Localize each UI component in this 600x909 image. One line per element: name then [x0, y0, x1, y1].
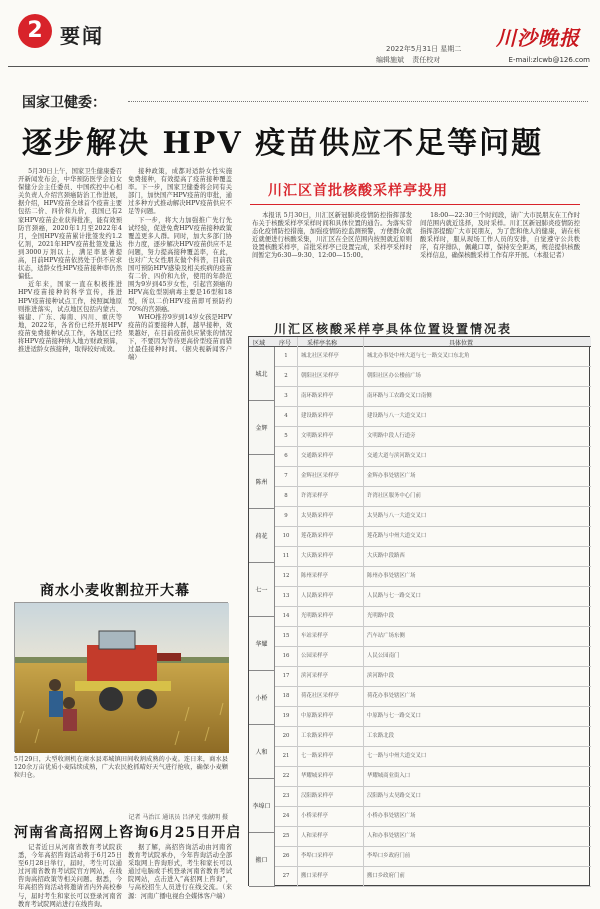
- row-site: 汉阳路采样亭: [301, 793, 334, 799]
- table-row: [249, 407, 591, 427]
- row-number: 4: [284, 413, 288, 419]
- table-column-divider: [297, 337, 298, 887]
- article-paragraph: 近年来，国家一直在积极推进HPV疫苗接种的科学宣传，推进HPV疫苗接种试点工作，按照属地原则推进落实，试点地区包括内蒙古、福建、广东、海南、四川、重庆等地，2022年，各省份已经开展HPV疫苗免费接种试点工作，各地区已经将HPV疫苗接种纳入地方财政预算，推进适龄女孩接种，取得较好成效。: [18, 281, 122, 354]
- row-location: 金辉办事处辖区广场: [367, 473, 416, 479]
- row-location: 工农路北段: [367, 733, 394, 739]
- row-site: 南环路采样亭: [301, 393, 334, 399]
- row-site: 华耀城采样亭: [301, 773, 334, 779]
- table-row: [249, 707, 591, 727]
- row-location: 滨河路中段: [367, 673, 394, 679]
- col-header-site: 采样亭名称: [307, 340, 338, 347]
- henan-headline: 河南省高招网上咨询6月25日开启: [14, 825, 242, 841]
- table-row: [249, 567, 591, 587]
- row-number: 1: [284, 353, 288, 359]
- paper-logo: 川沙晚报: [496, 26, 580, 50]
- table-row: [249, 807, 591, 827]
- row-location: 南环路与工农路交叉口南侧: [367, 393, 432, 399]
- table-row: [249, 527, 591, 547]
- district-cell: 七一: [249, 563, 275, 617]
- district-cell: 人和: [249, 725, 275, 779]
- row-location: 许湾社区服务中心门前: [367, 493, 421, 499]
- table-row: [249, 367, 591, 387]
- contact-email: E-mail:zlcwb@126.com: [508, 56, 590, 64]
- photo-caption: 5月29日，大型收割机在商水县邓城镇田间收割成熟的小麦。连日来，商水县120余万亩优质小麦陆续成熟，广大农民抢抓晴好天气进行抢收，确保小麦颗粒归仓。: [14, 756, 228, 779]
- row-site: 许湾采样亭: [301, 493, 328, 499]
- row-site: 光明路采样亭: [301, 613, 334, 619]
- table-row: [249, 767, 591, 787]
- table-row: [249, 347, 591, 367]
- district-cell: 华耀: [249, 617, 275, 671]
- row-number: 2: [284, 373, 288, 379]
- row-number: 14: [282, 613, 290, 619]
- row-site: 李埠口采样亭: [301, 853, 334, 859]
- row-site: 人和采样亭: [301, 833, 328, 839]
- table-row: [249, 627, 591, 647]
- district-cell: 荷花: [249, 509, 275, 563]
- row-number: 12: [282, 573, 290, 579]
- col-header-location: 具体位置: [449, 340, 474, 347]
- row-site: 车站采样亭: [301, 633, 328, 639]
- row-number: 15: [282, 633, 290, 639]
- row-location: 七一路与中州大道交叉口: [367, 753, 427, 759]
- kicker-rule: [128, 101, 588, 102]
- row-location: 大庆路中段路西: [367, 553, 405, 559]
- row-location: 汉阳路与太昊路交叉口: [367, 793, 421, 799]
- row-location: 小桥办事处辖区广场: [367, 813, 416, 819]
- article-column-1: [18, 168, 122, 568]
- row-site: 搬口采样亭: [301, 873, 328, 879]
- row-number: 17: [282, 673, 290, 679]
- header-meta: [386, 44, 469, 54]
- row-location: 太昊路与八一大道交叉口: [367, 513, 427, 519]
- table-row: [249, 427, 591, 447]
- row-site: 文明路采样亭: [301, 433, 334, 439]
- photo-credit: 记者 马治江 通讯员 吕泽光 张献明 摄: [128, 814, 228, 821]
- table-row: [249, 467, 591, 487]
- page-header: [10, 12, 590, 64]
- row-location: 光明路中段: [367, 613, 394, 619]
- table-row: [249, 727, 591, 747]
- table-row: [249, 847, 591, 867]
- row-location: 人民公园南门: [367, 653, 400, 659]
- row-number: 25: [282, 833, 290, 839]
- right-title-rule: [250, 204, 580, 205]
- row-location: 华耀城商业街入口: [367, 773, 411, 779]
- row-site: 荷花社区采样亭: [301, 693, 339, 699]
- henan-column-2: [128, 844, 232, 900]
- row-site: 滨河采样亭: [301, 673, 328, 679]
- row-site: 城北社区采样亭: [301, 353, 339, 359]
- district-cell: 搬口: [249, 833, 275, 887]
- table-row: [249, 747, 591, 767]
- table-row: [249, 447, 591, 467]
- proof-name: 责任校对: [412, 56, 441, 64]
- row-number: 23: [282, 793, 290, 799]
- header-divider: [8, 66, 588, 67]
- table-row: [249, 867, 591, 887]
- row-number: 8: [284, 493, 288, 499]
- row-location: 李埠口乡政府门前: [367, 853, 411, 859]
- row-location: 建设路与八一大道交叉口: [367, 413, 427, 419]
- right-story-title: 川汇区首批核酸采样亭投用: [268, 183, 448, 199]
- table-row: [249, 787, 591, 807]
- district-cell: 城北: [249, 347, 275, 401]
- row-number: 6: [284, 453, 288, 459]
- district-cell: 金辉: [249, 401, 275, 455]
- row-number: 7: [284, 473, 288, 479]
- row-number: 5: [284, 433, 288, 439]
- table-row: [249, 487, 591, 507]
- row-location: 中原路与七一路交叉口: [367, 713, 421, 719]
- headline-kicker: 国家卫健委：: [22, 95, 106, 111]
- row-site: 公园采样亭: [301, 653, 328, 659]
- row-location: 城北办事处中州大道与七一路交叉口东北角: [367, 353, 470, 359]
- table-row: [249, 827, 591, 847]
- table-row: [249, 687, 591, 707]
- table-row: [249, 547, 591, 567]
- row-number: 22: [282, 773, 290, 779]
- row-location: 交通大道与滨河路交叉口: [367, 453, 427, 459]
- row-site: 小桥采样亭: [301, 813, 328, 819]
- table-row: [249, 507, 591, 527]
- row-location: 人民路与七一路交叉口: [367, 593, 421, 599]
- row-location: 荷花办事处辖区广场: [367, 693, 416, 699]
- row-number: 10: [282, 533, 290, 539]
- row-number: 9: [284, 513, 288, 519]
- henan-column-1: [18, 844, 122, 908]
- row-location: 搬口乡政府门前: [367, 873, 405, 879]
- right-paragraph: 18:00—22:30三个时间段，请广大市民朋友在工作时间范围内就近选择，及时采样。川汇区新冠肺炎疫情防控指挥部提醒广大市民朋友，为了您和他人的健康，请在核酸采样时，服从现场工作人员的安排，自觉遵守公共秩序，有序排队，佩戴口罩，保持安全距离，规范提供核酸采样信息，确保核酸采样工作有序开展。（本报记者）: [420, 212, 580, 260]
- row-site: 交通路采样亭: [301, 453, 334, 459]
- row-location: 朝阳社区办公楼前广场: [367, 373, 421, 379]
- right-paragraph: 本报讯 5月30日，川汇区新冠肺炎疫情防控指挥部发布关于核酸采样亭采样时间和具体位置的通告。为落实常态化疫情防控措施，加强疫情防控监测预警，方便群众就近就便进行核酸采集，川汇区在全区范围内按照就近原则设置核酸采样亭，首批采样亭已设置完成，采样亭采样时间暂定为6:30—9:30、12:00—15:00。: [252, 212, 412, 260]
- issue-date: 2022年5月31日 星期二: [386, 45, 462, 53]
- henan-paragraph: 据了解，高招咨询活动由河南省教育考试院承办，今年咨询活动全部采取网上咨询形式，考生和家长可以通过电脑或手机登录河南省教育考试院网站，点击进入“高招网上咨询”，与高校招生人员进行在线交流。（来源：河南广播电视台全媒体客户端）: [128, 844, 232, 900]
- row-site: 中原路采样亭: [301, 713, 334, 719]
- article-paragraph: 下一步，将大力加强推广先行先试经验，促进免费HPV疫苗接种政策覆盖更多人群。同时，加大多部门协作力度，逐步解决HPV疫苗供应不足问题，努力提高接种覆盖率，在此，也对广大女性朋友做个科普，目前我国可预防HPV感染及相关疾病的疫苗有二价、四价和九价，使用的年龄范围为9岁到45岁女性，引起宫颈癌的HPV高危型别病毒主要是16型和18型，所以二价HPV疫苗即可预防约70%的宫颈癌。: [128, 216, 232, 313]
- row-location: 陈州办事处辖区广场: [367, 573, 416, 579]
- row-site: 太昊路采样亭: [301, 513, 334, 519]
- row-number: 20: [282, 733, 290, 739]
- table-header-row: [249, 337, 591, 347]
- row-site: 金辉社区采样亭: [301, 473, 339, 479]
- article-paragraph: 接种政策，成都对适龄女性实施免费接种，有效提高了疫苗接种覆盖率。下一步，国家卫健委将会同有关部门，加快国产HPV疫苗的审批，通过多种方式推动解决HPV疫苗供应不足等问题。: [128, 168, 232, 216]
- table-column-divider: [363, 337, 364, 887]
- row-number: 18: [282, 693, 290, 699]
- row-site: 工农路采样亭: [301, 733, 334, 739]
- table-title: 川汇区核酸采样亭具体位置设置情况表: [274, 322, 513, 336]
- row-site: 大庆路采样亭: [301, 553, 334, 559]
- row-site: 七一路采样亭: [301, 753, 334, 759]
- row-site: 人民路采样亭: [301, 593, 334, 599]
- row-number: 3: [284, 393, 288, 399]
- row-number: 13: [282, 593, 290, 599]
- page-number-badge: 2: [18, 14, 52, 48]
- row-site: 朝阳社区采样亭: [301, 373, 339, 379]
- row-number: 11: [282, 553, 290, 559]
- harvest-photo-image: [15, 603, 229, 753]
- row-number: 21: [282, 753, 290, 759]
- henan-paragraph: 记者近日从河南省教育考试院获悉，今年高招咨询活动将于6月25日至6月28日举行，届时，考生可以通过河南省教育考试院官方网站，在线咨询高招政策等相关问题。据悉，今年高招咨询活动将邀请省内外高校参与，届时考生和家长可以登录河南省教育考试院网站进行在线咨询。: [18, 844, 122, 908]
- row-location: 汽车站广场东侧: [367, 633, 405, 639]
- col-header-district: 区域: [253, 340, 266, 347]
- section-name: 要闻: [60, 24, 104, 48]
- table-row: [249, 587, 591, 607]
- row-location: 人和办事处辖区广场: [367, 833, 416, 839]
- table-row: [249, 667, 591, 687]
- row-location: 文明路中段人行道旁: [367, 433, 416, 439]
- editor-credits: [376, 55, 440, 65]
- row-location: 莲花路与中州大道交叉口: [367, 533, 427, 539]
- article-paragraph: WHO推荐9岁到14岁女孩是HPV疫苗的首要接种人群，越早接种，效果越好，在目前疫苗供应紧张的情况下，不要因为等待更高价型疫苗而错过最佳接种时间。（据央视新闻客户端）: [128, 313, 232, 362]
- row-number: 24: [282, 813, 290, 819]
- row-site: 莲花路采样亭: [301, 533, 334, 539]
- table-row: [249, 607, 591, 627]
- row-number: 16: [282, 653, 290, 659]
- sampling-booth-table: [248, 336, 590, 886]
- editor-name: 编辑施斌: [376, 56, 404, 64]
- table-row: [249, 387, 591, 407]
- row-number: 26: [282, 853, 290, 859]
- right-story-column-b: [420, 212, 580, 312]
- row-site: 建设路采样亭: [301, 413, 334, 419]
- col-header-number: 序号: [279, 340, 292, 347]
- right-story-column-a: [252, 212, 412, 312]
- article-column-2: [128, 168, 232, 568]
- row-site: 陈州采样亭: [301, 573, 328, 579]
- district-cell: 陈州: [249, 455, 275, 509]
- row-number: 27: [282, 873, 290, 879]
- main-headline: 逐步解决 HPV 疫苗供应不足等问题: [22, 126, 544, 161]
- row-number: 19: [282, 713, 290, 719]
- district-cell: 小桥: [249, 671, 275, 725]
- table-row: [249, 647, 591, 667]
- harvest-photo: [14, 602, 228, 752]
- article-paragraph: 5月30日上午，国家卫生健康委召开新闻发布会，中华预防医学会妇女保健分会主任委员、中国疾控中心相关负责人介绍宫颈癌防治工作进展，据介绍，HPV疫苗全球首个疫苗主要包括二价、四价和九价，我国已有2家HPV疫苗企业获得批准，能有效预防宫颈癌，2020年1月至2022年4月，全国HPV疫苗累计批签发约1.2亿剂，2021年HPV疫苗批签发量达到3000万剂以上，满足率显著提高，目前HPV疫苗依然处于供不应求状态，适龄女性HPV疫苗接种率仍然偏低。: [18, 168, 122, 281]
- photo-story-title: 商水小麦收割拉开大幕: [40, 583, 190, 599]
- district-cell: 李埠口: [249, 779, 275, 833]
